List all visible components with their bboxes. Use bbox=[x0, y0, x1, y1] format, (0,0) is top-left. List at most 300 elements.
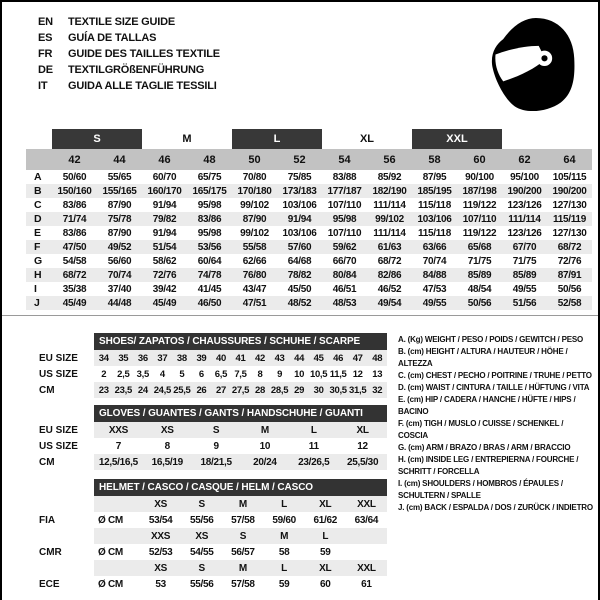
language-row bbox=[38, 62, 220, 78]
row-cells bbox=[94, 382, 387, 398]
language-row bbox=[38, 46, 220, 62]
legend-item: B. (cm) HEIGHT / ALTURA / HAUTEUR / HÖHE / ALTEZZA bbox=[398, 347, 568, 368]
size-value: 90/100 bbox=[465, 171, 494, 183]
size-value: 83/88 bbox=[332, 171, 357, 183]
language-title: GUÍA DE TALLAS bbox=[68, 32, 157, 44]
cell-value: M bbox=[260, 424, 269, 436]
language-title: GUIDA ALLE TAGLIE TESSILI bbox=[68, 80, 217, 92]
cell-value: M bbox=[238, 562, 247, 574]
gloves-row bbox=[30, 454, 387, 470]
cell-value: XXL bbox=[357, 498, 376, 510]
helmet-row bbox=[30, 512, 387, 528]
legend-item: G. (cm) ARM / BRAZO / BRAS / ARM / BRACCIO bbox=[398, 443, 571, 452]
size-value: 48/53 bbox=[332, 297, 357, 309]
size-table-row-j bbox=[26, 296, 592, 310]
size-value: 62/66 bbox=[242, 255, 267, 267]
row-cells bbox=[94, 454, 387, 470]
row-cells bbox=[94, 528, 387, 544]
row-label: ECE bbox=[39, 578, 60, 590]
row-letter: H bbox=[34, 269, 42, 281]
size-value: 87/90 bbox=[107, 227, 132, 239]
size-value: 70/74 bbox=[422, 255, 447, 267]
row-cells bbox=[94, 366, 387, 382]
cell-value: 10,5 bbox=[309, 368, 328, 380]
cell-value: 13 bbox=[372, 368, 383, 380]
cell-value: XS bbox=[160, 424, 174, 436]
size-header-cell: 46 bbox=[158, 153, 171, 166]
size-value: 49/55 bbox=[512, 283, 537, 295]
row-label: CMR bbox=[39, 546, 62, 558]
size-value: 80/84 bbox=[332, 269, 357, 281]
size-value: 82/86 bbox=[377, 269, 402, 281]
row-cells bbox=[94, 350, 387, 366]
size-value: 99/102 bbox=[375, 213, 404, 225]
size-value: 47/53 bbox=[422, 283, 447, 295]
size-band-l: L bbox=[232, 129, 322, 149]
size-value: 105/115 bbox=[552, 171, 587, 183]
size-value: 95/98 bbox=[332, 213, 357, 225]
size-value: 46/52 bbox=[377, 283, 402, 295]
cell-value: 9 bbox=[277, 368, 283, 380]
cell-value: 61 bbox=[361, 578, 372, 590]
language-header bbox=[38, 14, 220, 94]
cell-value: 46 bbox=[333, 352, 344, 364]
size-value: 45/49 bbox=[62, 297, 87, 309]
row-label: CM bbox=[39, 384, 55, 396]
size-value: 177/187 bbox=[327, 185, 362, 197]
cell-value: 55/56 bbox=[189, 514, 214, 526]
row-label: US SIZE bbox=[39, 368, 78, 380]
cell-value: 7,5 bbox=[234, 368, 247, 380]
shoes-row bbox=[30, 382, 387, 398]
size-value: 60/64 bbox=[197, 255, 222, 267]
size-value: 85/92 bbox=[377, 171, 402, 183]
cell-value: 56/57 bbox=[231, 546, 255, 558]
cell-value: 7 bbox=[115, 440, 122, 452]
cell-value: 23 bbox=[98, 384, 109, 396]
size-header-cell: 60 bbox=[473, 153, 486, 166]
language-code: FR bbox=[38, 48, 53, 60]
cell-value: 53 bbox=[155, 578, 166, 590]
legend-item: I. (cm) SHOULDERS / HOMBROS / ÉPAULES / SCHULTERN / SPALLE bbox=[398, 479, 563, 500]
size-value: 91/94 bbox=[152, 227, 177, 239]
cell-value: 2,5 bbox=[117, 368, 130, 380]
size-value: 74/78 bbox=[197, 269, 222, 281]
helmet-table-title: HELMET / CASCO / CASQUE / HELM / CASCO bbox=[94, 479, 387, 496]
size-value: 68/72 bbox=[557, 241, 582, 253]
size-value: 95/100 bbox=[510, 171, 539, 183]
language-code: IT bbox=[38, 80, 48, 92]
size-value: 127/130 bbox=[552, 199, 587, 211]
size-value: 103/106 bbox=[282, 199, 317, 211]
size-value: 107/110 bbox=[462, 213, 497, 225]
cell-value: 12 bbox=[352, 368, 363, 380]
cell-value: 39 bbox=[196, 352, 207, 364]
size-value: 71/75 bbox=[512, 255, 537, 267]
cell-value: 60 bbox=[319, 578, 331, 590]
cell-value: 27 bbox=[215, 384, 226, 396]
size-header-cell: 50 bbox=[248, 153, 261, 166]
shoes-table-body bbox=[30, 350, 387, 398]
size-table-row-f bbox=[26, 240, 592, 254]
size-value: 182/190 bbox=[372, 185, 407, 197]
row-cells bbox=[94, 438, 387, 454]
cell-value: 47 bbox=[352, 352, 363, 364]
size-header-cell: 58 bbox=[428, 153, 441, 166]
size-value: 87/90 bbox=[107, 199, 132, 211]
row-letter: I bbox=[34, 283, 37, 295]
cell-value: 59/60 bbox=[272, 514, 296, 526]
language-title: TEXTILGRÖßENFÜHRUNG bbox=[68, 64, 205, 76]
cell-value: 31,5 bbox=[349, 384, 367, 396]
cell-value: M bbox=[238, 498, 247, 510]
cell-value: 29 bbox=[294, 384, 305, 396]
helmet-row bbox=[30, 528, 387, 544]
cell-value: 45 bbox=[313, 352, 324, 364]
helmet-row bbox=[30, 496, 387, 512]
size-value: 48/52 bbox=[287, 297, 312, 309]
size-value: 53/56 bbox=[197, 241, 222, 253]
cell-value: 55/56 bbox=[189, 578, 214, 590]
size-band-m: M bbox=[182, 133, 192, 145]
row-letter: D bbox=[34, 213, 42, 225]
helmet-row bbox=[30, 544, 387, 560]
legend-item: H. (cm) INSIDE LEG / ENTREPIERNA / FOURCHE / SCHRITT / FORCELLA bbox=[398, 455, 579, 476]
size-band-xxl: XXL bbox=[412, 129, 502, 149]
size-value: 190/200 bbox=[552, 185, 587, 197]
row-label: EU SIZE bbox=[39, 352, 78, 364]
racing-helmet-icon bbox=[484, 14, 580, 118]
cell-value: 4 bbox=[159, 368, 165, 380]
cell-value: Ø CM bbox=[98, 514, 123, 526]
row-letter: E bbox=[34, 227, 42, 239]
size-table-row-g bbox=[26, 254, 592, 268]
cell-value: XL bbox=[356, 424, 369, 436]
size-value: 103/106 bbox=[417, 213, 452, 225]
row-label: US SIZE bbox=[39, 440, 78, 452]
cell-value: 11,5 bbox=[329, 368, 347, 380]
cell-value: 8 bbox=[164, 440, 170, 452]
size-value: 127/130 bbox=[552, 227, 587, 239]
cell-value: 63/64 bbox=[354, 514, 379, 526]
legend-item: D. (cm) WAIST / CINTURA / TAILLE / HÜFTUNG / VITA bbox=[398, 383, 590, 392]
gloves-table bbox=[30, 405, 387, 470]
cell-value: 16,5/19 bbox=[151, 456, 183, 468]
size-value: 123/126 bbox=[507, 199, 542, 211]
size-value: 44/48 bbox=[107, 297, 132, 309]
cell-value: S bbox=[198, 562, 205, 574]
cell-value: 38 bbox=[176, 352, 187, 364]
size-value: 59/62 bbox=[332, 241, 357, 253]
language-code: DE bbox=[38, 64, 53, 76]
size-value: 111/114 bbox=[373, 227, 406, 239]
accessory-tables bbox=[30, 333, 387, 592]
size-value: 185/195 bbox=[417, 185, 452, 197]
size-value: 99/102 bbox=[240, 227, 269, 239]
size-value: 66/70 bbox=[332, 255, 357, 267]
size-value: 75/78 bbox=[107, 213, 132, 225]
size-value: 190/200 bbox=[507, 185, 542, 197]
cell-value: 35 bbox=[118, 352, 129, 364]
size-band-row bbox=[26, 129, 592, 149]
row-label: EU SIZE bbox=[39, 424, 78, 436]
size-value: 115/118 bbox=[418, 227, 451, 239]
language-title: TEXTILE SIZE GUIDE bbox=[68, 16, 176, 28]
size-value: 49/54 bbox=[377, 297, 402, 309]
helmet-table bbox=[30, 479, 387, 592]
size-value: 54/58 bbox=[62, 255, 87, 267]
size-value: 68/72 bbox=[377, 255, 402, 267]
cell-value: Ø CM bbox=[98, 578, 123, 590]
cell-value: 59 bbox=[278, 578, 290, 590]
size-value: 52/58 bbox=[557, 297, 582, 309]
language-row bbox=[38, 78, 220, 94]
cell-value: 58 bbox=[278, 546, 290, 558]
size-value: 57/60 bbox=[287, 241, 312, 253]
cell-value: M bbox=[280, 530, 289, 542]
size-value: 55/58 bbox=[242, 241, 267, 253]
size-band-xl: XL bbox=[359, 133, 375, 145]
cell-value: 40 bbox=[215, 352, 226, 364]
legend-item: A. (Kg) WEIGHT / PESO / POIDS / GEWITCH / PESO bbox=[398, 335, 584, 344]
cell-value: 41 bbox=[235, 352, 246, 364]
row-cells bbox=[94, 576, 387, 592]
row-letter: C bbox=[34, 199, 42, 211]
cell-value: 20/24 bbox=[253, 456, 277, 468]
row-letter: J bbox=[34, 297, 40, 309]
size-value: 47/51 bbox=[242, 297, 267, 309]
size-value: 111/114 bbox=[508, 213, 541, 225]
size-table-row-a bbox=[26, 170, 592, 184]
cell-value: 59 bbox=[319, 546, 331, 558]
size-value: 67/70 bbox=[512, 241, 537, 253]
cell-value: 3,5 bbox=[136, 368, 149, 380]
language-code: EN bbox=[38, 16, 53, 28]
gloves-row bbox=[30, 438, 387, 454]
size-value: 75/85 bbox=[287, 171, 312, 183]
section-divider bbox=[2, 315, 600, 316]
legend-item: C. (cm) CHEST / PECHO / POITRINE / TRUHE / PETTO bbox=[398, 371, 592, 380]
cell-value: XL bbox=[319, 498, 332, 510]
size-value: 99/102 bbox=[240, 199, 269, 211]
cell-value: S bbox=[212, 424, 220, 436]
cell-value: 32 bbox=[372, 384, 383, 396]
shoes-row bbox=[30, 350, 387, 366]
size-value: 65/75 bbox=[197, 171, 222, 183]
size-value: 72/76 bbox=[152, 269, 177, 281]
cell-value: XL bbox=[319, 562, 332, 574]
size-value: 115/119 bbox=[553, 213, 586, 225]
gloves-table-body bbox=[30, 422, 387, 470]
size-value: 76/80 bbox=[242, 269, 267, 281]
row-letter: G bbox=[34, 255, 43, 267]
legend-item: E. (cm) HIP / CADERA / HANCHE / HÜFTE / HIPS / BACINO bbox=[398, 395, 576, 416]
cell-value: XS bbox=[154, 562, 167, 574]
size-table-row-d bbox=[26, 212, 592, 226]
size-value: 45/50 bbox=[287, 283, 312, 295]
size-value: 58/62 bbox=[152, 255, 177, 267]
size-value: 46/51 bbox=[332, 283, 357, 295]
size-table-row-b bbox=[26, 184, 592, 198]
size-table-row-h bbox=[26, 268, 592, 282]
size-value: 64/68 bbox=[287, 255, 312, 267]
cell-value: 10 bbox=[259, 440, 271, 452]
cell-value: 53/54 bbox=[148, 514, 173, 526]
cell-value: 23,5 bbox=[114, 384, 132, 396]
cell-value: 28,5 bbox=[270, 384, 289, 396]
size-value: 119/122 bbox=[462, 227, 497, 239]
cell-value: 57/58 bbox=[231, 514, 255, 526]
row-cells bbox=[94, 422, 387, 438]
size-value: 123/126 bbox=[507, 227, 542, 239]
size-header-cell: 62 bbox=[518, 153, 531, 166]
size-value: 155/165 bbox=[102, 185, 137, 197]
size-table-row-c bbox=[26, 198, 592, 212]
cell-value: 43 bbox=[274, 352, 285, 364]
shoes-row bbox=[30, 366, 387, 382]
cell-value: 37 bbox=[157, 352, 168, 364]
cell-value: 23/26,5 bbox=[298, 456, 330, 468]
size-value: 85/89 bbox=[467, 269, 492, 281]
size-value: 87/91 bbox=[557, 269, 582, 281]
cell-value: S bbox=[239, 530, 247, 542]
size-value: 78/82 bbox=[287, 269, 312, 281]
cell-value: 54/55 bbox=[189, 546, 214, 558]
cell-value: XS bbox=[154, 498, 167, 510]
cell-value: 12,5/16,5 bbox=[98, 456, 138, 468]
size-value: 51/56 bbox=[512, 297, 537, 309]
size-value: 71/74 bbox=[62, 213, 87, 225]
cell-value: XXS bbox=[151, 530, 171, 542]
gloves-table-title: GLOVES / GUANTES / GANTS / HANDSCHUHE / GUANTI bbox=[94, 405, 387, 422]
row-letter: F bbox=[34, 241, 41, 253]
size-value: 45/49 bbox=[152, 297, 177, 309]
size-value: 111/114 bbox=[373, 199, 406, 211]
size-value: 165/175 bbox=[192, 185, 227, 197]
cell-value: 34 bbox=[98, 352, 109, 364]
size-value: 72/76 bbox=[557, 255, 582, 267]
size-value: 60/70 bbox=[152, 171, 177, 183]
cell-value: 10 bbox=[294, 368, 305, 380]
helmet-row bbox=[30, 576, 387, 592]
size-value: 95/98 bbox=[197, 199, 222, 211]
size-value: 103/106 bbox=[282, 227, 317, 239]
cell-value: 25,5 bbox=[173, 384, 191, 396]
size-value: 41/45 bbox=[197, 283, 222, 295]
cell-value: 24,5 bbox=[153, 384, 171, 396]
cell-value: 30,5 bbox=[329, 384, 347, 396]
size-value: 70/80 bbox=[242, 171, 267, 183]
size-value: 95/98 bbox=[197, 227, 222, 239]
legend-item: J. (cm) BACK / ESPALDA / DOS / ZURÜCK / INDIETRO bbox=[398, 503, 593, 512]
cell-value: XXS bbox=[108, 424, 128, 436]
size-value: 119/122 bbox=[462, 199, 497, 211]
cell-value: 26 bbox=[196, 384, 207, 396]
size-value: 87/95 bbox=[422, 171, 447, 183]
language-row bbox=[38, 14, 220, 30]
size-value: 70/74 bbox=[107, 269, 132, 281]
size-header-cell: 42 bbox=[68, 153, 81, 166]
cell-value: 11 bbox=[308, 440, 319, 452]
cell-value: 12 bbox=[357, 440, 368, 452]
size-value: 91/94 bbox=[287, 213, 312, 225]
cell-value: 9 bbox=[213, 440, 219, 452]
cell-value: L bbox=[310, 424, 317, 436]
row-letter: A bbox=[34, 171, 42, 183]
size-value: 83/86 bbox=[197, 213, 222, 225]
size-header-row bbox=[26, 149, 592, 170]
cell-value: 25,5/30 bbox=[346, 456, 379, 468]
size-value: 39/42 bbox=[152, 283, 177, 295]
cell-value: 36 bbox=[137, 352, 148, 364]
cell-value: 42 bbox=[255, 352, 266, 364]
gloves-row bbox=[30, 422, 387, 438]
size-value: 71/75 bbox=[467, 255, 492, 267]
size-value: 84/88 bbox=[422, 269, 447, 281]
cell-value: 28 bbox=[255, 384, 266, 396]
size-value: 79/82 bbox=[152, 213, 177, 225]
size-value: 170/180 bbox=[237, 185, 272, 197]
cell-value: 6,5 bbox=[214, 368, 228, 380]
helmet-row bbox=[30, 560, 387, 576]
row-label: CM bbox=[39, 456, 55, 468]
row-cells bbox=[94, 544, 387, 560]
cell-value: 30 bbox=[313, 384, 324, 396]
size-value: 83/86 bbox=[62, 199, 87, 211]
size-value: 35/38 bbox=[62, 283, 87, 295]
size-value: 43/47 bbox=[242, 283, 267, 295]
cell-value: L bbox=[281, 562, 287, 574]
cell-value: 18/21,5 bbox=[200, 456, 232, 468]
size-value: 68/72 bbox=[62, 269, 87, 281]
size-value: 91/94 bbox=[152, 199, 177, 211]
size-value: 150/160 bbox=[57, 185, 92, 197]
cell-value: 61/62 bbox=[313, 514, 337, 526]
cell-value: S bbox=[198, 498, 205, 510]
helmet-table-body bbox=[30, 496, 387, 592]
size-value: 37/40 bbox=[107, 283, 132, 295]
textile-size-table bbox=[26, 129, 592, 310]
cell-value: 48 bbox=[372, 352, 383, 364]
size-value: 187/198 bbox=[462, 185, 497, 197]
size-header-cell: 56 bbox=[383, 153, 396, 166]
size-value: 50/60 bbox=[62, 171, 87, 183]
measurement-legend bbox=[398, 334, 595, 514]
size-header-cell: 54 bbox=[338, 153, 351, 166]
cell-value: L bbox=[322, 530, 329, 542]
cell-value: 2 bbox=[101, 368, 107, 380]
cell-value: Ø CM bbox=[98, 546, 123, 558]
language-row bbox=[38, 30, 220, 46]
size-value: 107/110 bbox=[327, 199, 362, 211]
language-code: ES bbox=[38, 32, 53, 44]
size-table-row-e bbox=[26, 226, 592, 240]
legend-item: F. (cm) TIGH / MUSLO / CUISSE / SCHENKEL / COSCIA bbox=[398, 419, 564, 440]
size-header-cell: 48 bbox=[203, 153, 216, 166]
cell-value: 57/58 bbox=[231, 578, 255, 590]
size-value: 85/89 bbox=[512, 269, 537, 281]
size-value: 50/56 bbox=[557, 283, 582, 295]
cell-value: 24 bbox=[137, 384, 148, 396]
size-value: 50/56 bbox=[467, 297, 492, 309]
cell-value: L bbox=[281, 498, 287, 510]
size-value: 49/55 bbox=[422, 297, 447, 309]
cell-value: 6 bbox=[198, 368, 204, 380]
size-value: 49/52 bbox=[107, 241, 132, 253]
size-value: 46/50 bbox=[197, 297, 222, 309]
size-value: 55/65 bbox=[107, 171, 132, 183]
size-value: 63/66 bbox=[422, 241, 447, 253]
